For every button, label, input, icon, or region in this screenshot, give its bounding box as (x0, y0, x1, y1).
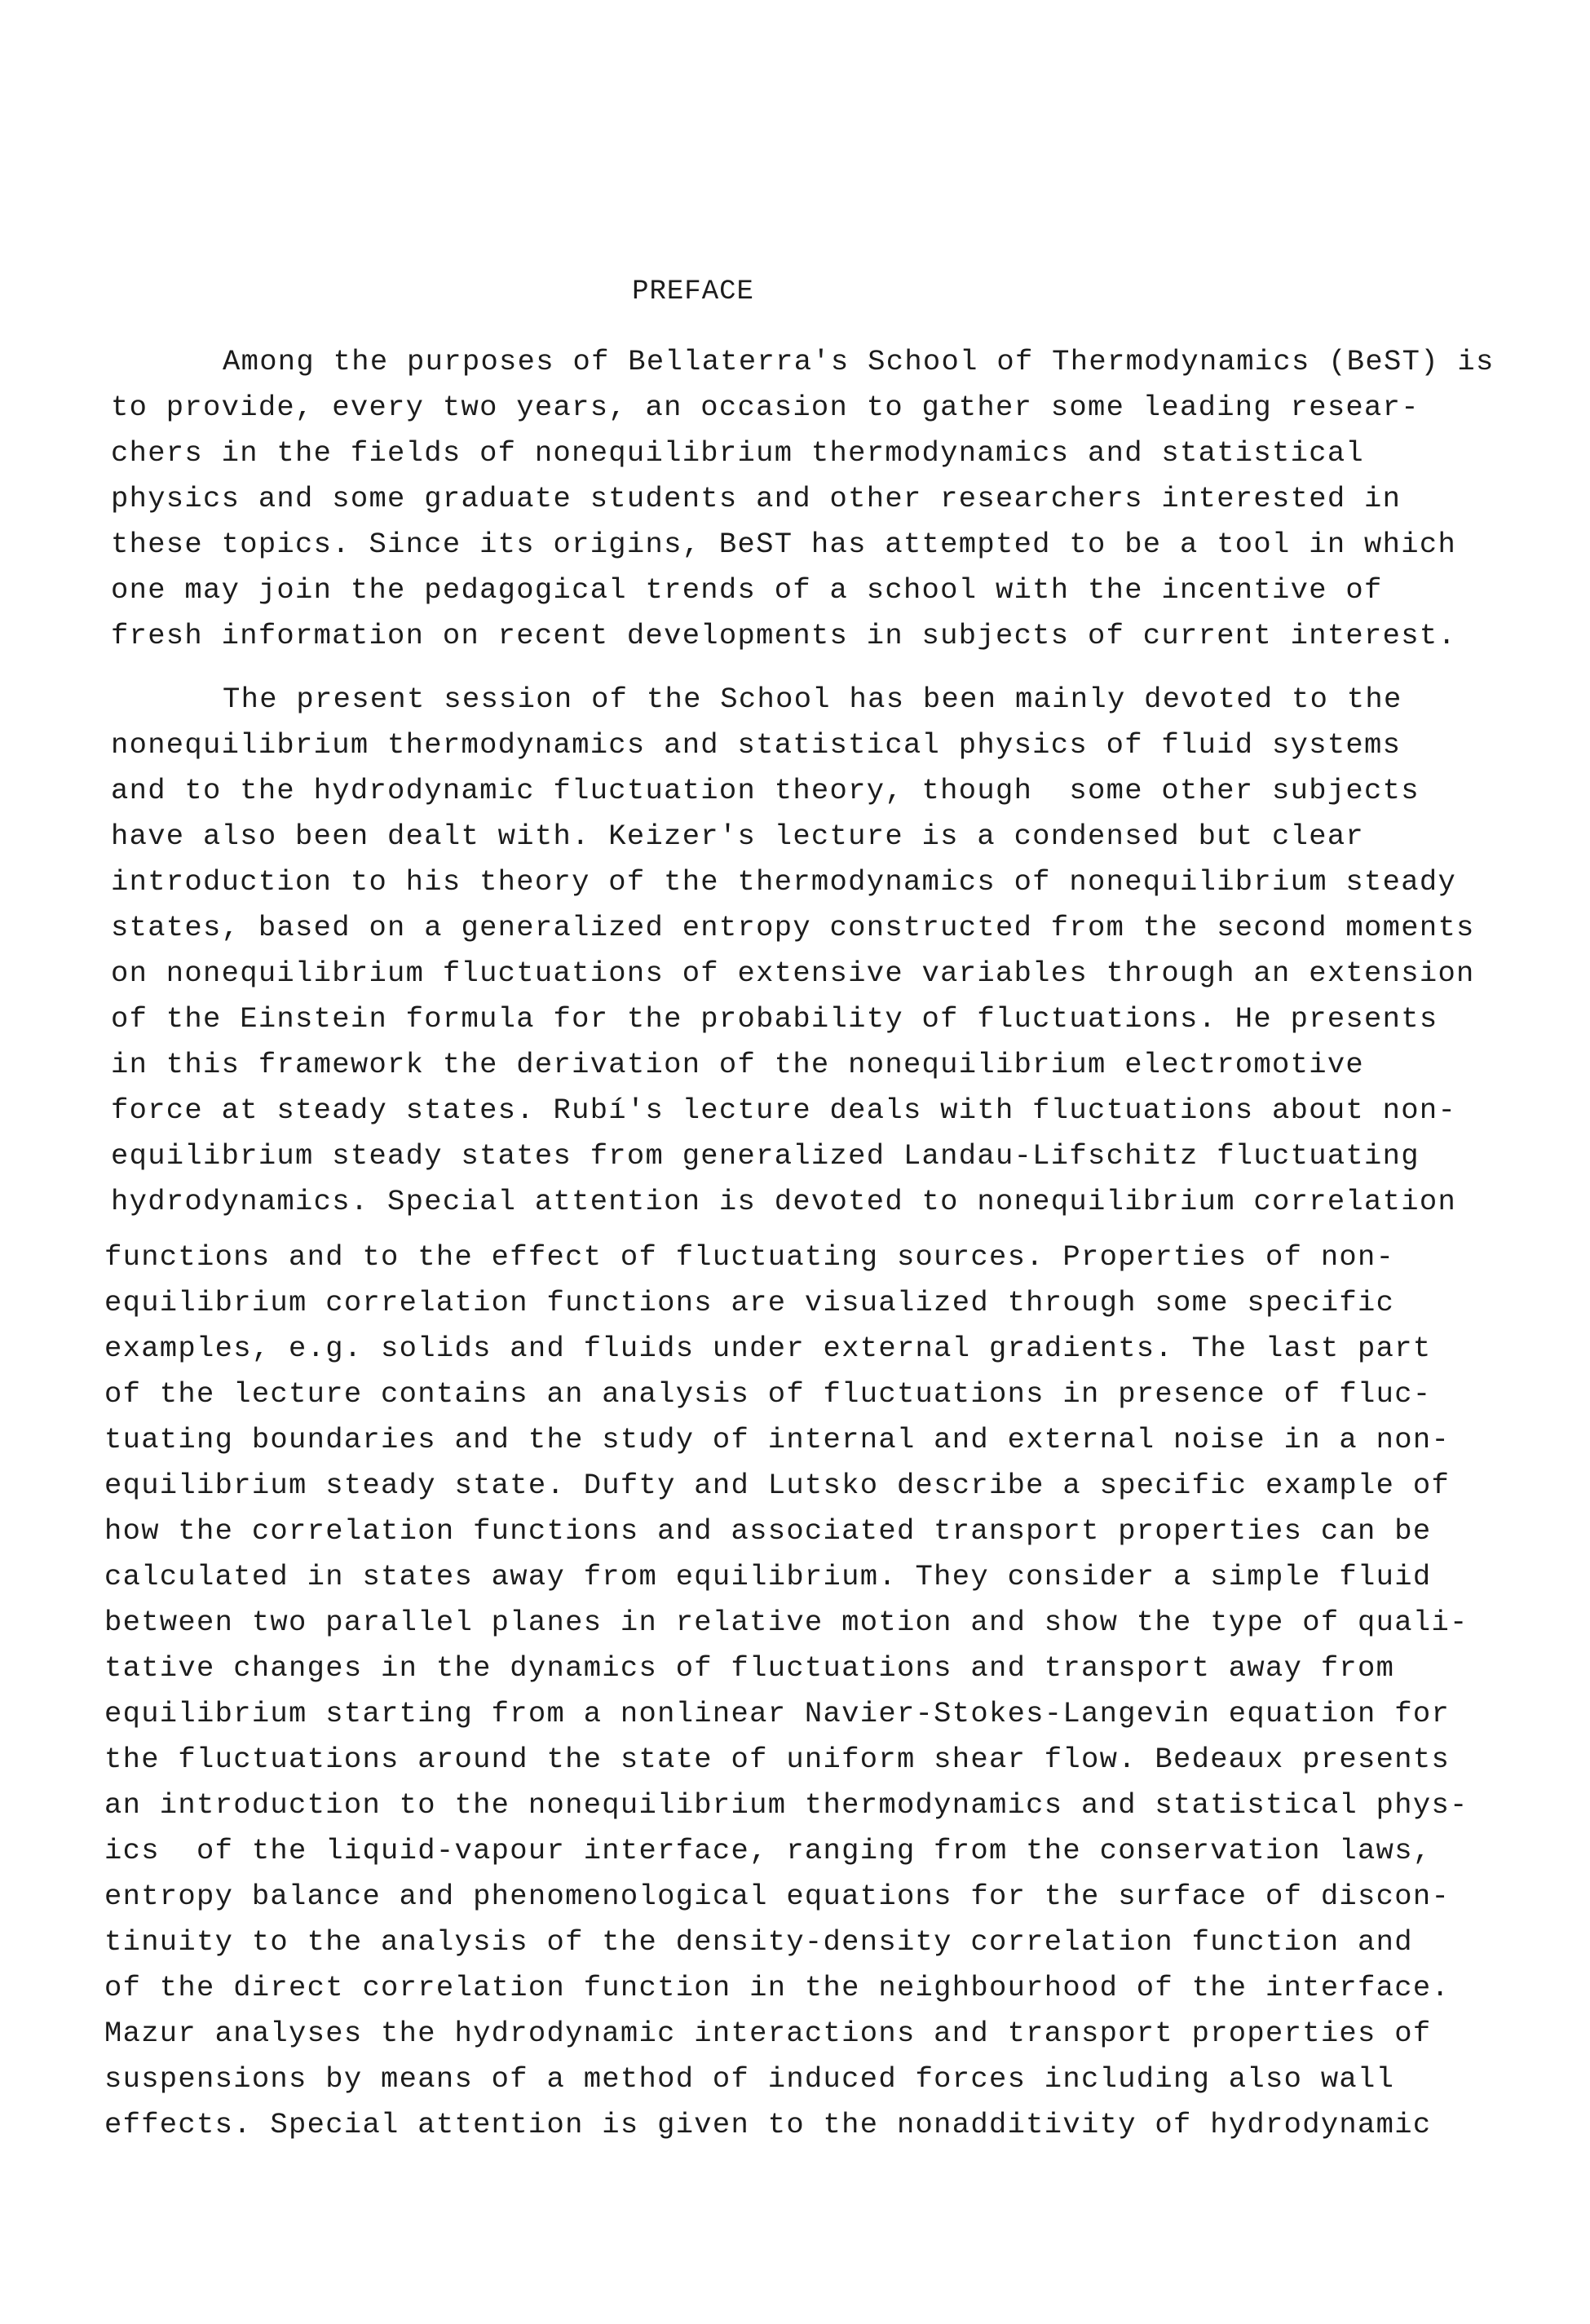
text-line: in this framework the derivation of the nonequilibrium electromotive (111, 1048, 1365, 1081)
text-line: and to the hydrodynamic fluctuation theory, though some other subjects (111, 774, 1420, 807)
text-line: The present session of the School has been mainly devoted to the (223, 683, 1402, 716)
text-line: chers in the fields of nonequilibrium thermodynamics and statistical (111, 436, 1365, 470)
text-line: an introduction to the nonequilibrium thermodynamics and statistical phys- (104, 1788, 1469, 1822)
text-line: suspensions by means of a method of induced forces including also wall (104, 2062, 1395, 2096)
text-line: these topics. Since its origins, BeST has attempted to be a tool in which (111, 528, 1457, 561)
text-line: tative changes in the dynamics of fluctuations and transport away from (104, 1651, 1395, 1685)
text-line: physics and some graduate students and other researchers interested in (111, 482, 1402, 515)
text-line: of the direct correlation function in the neighbourhood of the interface. (104, 1971, 1451, 2004)
text-line: to provide, every two years, an occasion to gather some leading resear- (111, 391, 1420, 424)
text-line: Mazur analyses the hydrodynamic interactions and transport properties of (104, 2017, 1432, 2050)
text-line: how the correlation functions and associated transport properties can be (104, 1514, 1432, 1548)
text-line: calculated in states away from equilibrium. They consider a simple fluid (104, 1560, 1432, 1593)
text-line: on nonequilibrium fluctuations of extensive variables through an extension (111, 957, 1475, 990)
text-line: Among the purposes of Bellaterra's School of Thermodynamics (BeST) is (223, 345, 1495, 378)
text-line: between two parallel planes in relative motion and show the type of quali- (104, 1606, 1469, 1639)
text-line: hydrodynamics. Special attention is devoted to nonequilibrium correlation (111, 1185, 1457, 1218)
text-line: states, based on a generalized entropy constructed from the second moments (111, 911, 1475, 944)
page-title: PREFACE (632, 276, 754, 307)
text-line: one may join the pedagogical trends of a school with the incentive of (111, 573, 1383, 607)
text-line: fresh information on recent developments in subjects of current interest. (111, 619, 1457, 652)
text-line: examples, e.g. solids and fluids under external gradients. The last part (104, 1332, 1432, 1365)
text-line: have also been dealt with. Keizer's lecture is a condensed but clear (111, 820, 1365, 853)
text-line: nonequilibrium thermodynamics and statistical physics of fluid systems (111, 728, 1402, 762)
text-line: of the lecture contains an analysis of fluctuations in presence of fluc- (104, 1377, 1432, 1411)
text-line: equilibrium starting from a nonlinear Navier-Stokes-Langevin equation for (104, 1697, 1451, 1730)
text-line: tuating boundaries and the study of internal and external noise in a non- (104, 1423, 1451, 1456)
text-line: ics of the liquid-vapour interface, ranging from the conservation laws, (104, 1834, 1432, 1867)
text-line: effects. Special attention is given to the nonadditivity of hydrodynamic (104, 2108, 1432, 2141)
text-line: entropy balance and phenomenological equations for the surface of discon- (104, 1880, 1451, 1913)
text-line: equilibrium steady states from generalized Landau-Lifschitz fluctuating (111, 1139, 1420, 1173)
text-line: equilibrium correlation functions are visualized through some specific (104, 1286, 1395, 1319)
text-line: force at steady states. Rubí's lecture deals with fluctuations about non- (111, 1094, 1457, 1127)
text-line: introduction to his theory of the thermodynamics of nonequilibrium steady (111, 865, 1457, 899)
text-line: functions and to the effect of fluctuating sources. Properties of non- (104, 1240, 1395, 1274)
text-line: equilibrium steady state. Dufty and Lutsko describe a specific example of (104, 1469, 1451, 1502)
text-line: tinuity to the analysis of the density-density correlation function and (104, 1925, 1413, 1959)
text-line: the fluctuations around the state of uniform shear flow. Bedeaux presents (104, 1743, 1451, 1776)
text-line: of the Einstein formula for the probability of fluctuations. He presents (111, 1002, 1438, 1036)
